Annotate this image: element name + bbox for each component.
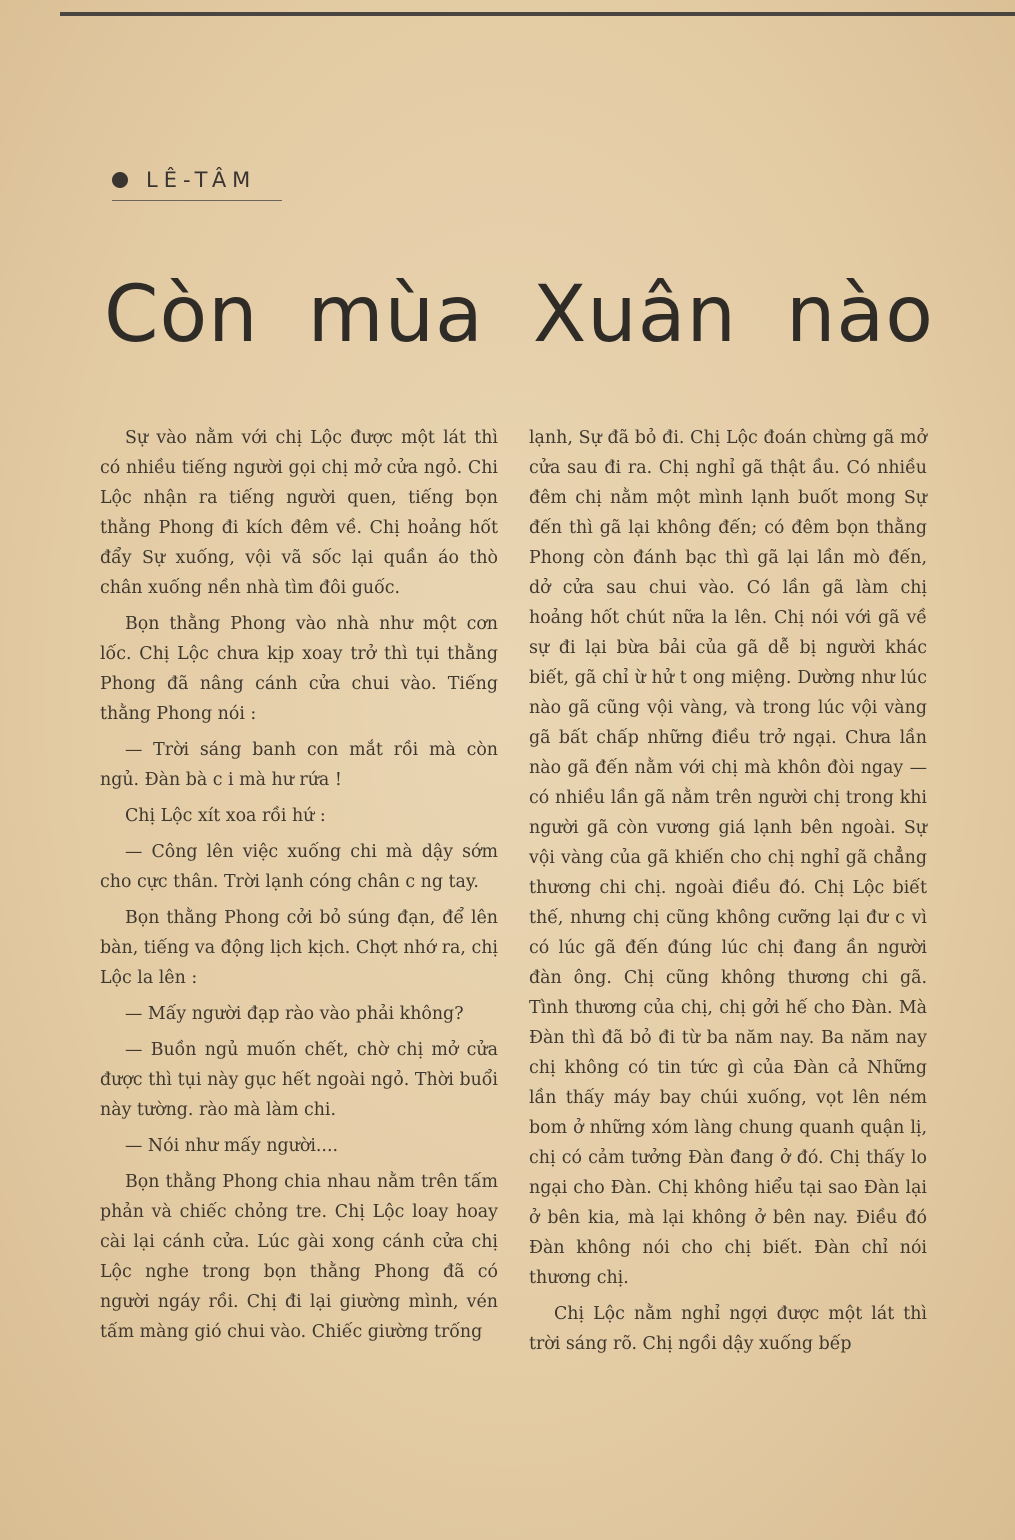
dialogue-line: — Buồn ngủ muốn chết, chờ chị mở cửa được thì tụi này gục hết ngoài ngỏ. Thời buổi này tường. rào mà làm chi.	[100, 1040, 498, 1120]
title-word: nào	[786, 270, 934, 360]
author-byline	[112, 168, 282, 201]
top-edge-line	[60, 12, 1015, 16]
dialogue-line: — Nói như mấy người....	[125, 1136, 339, 1156]
title-word: Còn	[104, 270, 259, 360]
bullet-dot-icon	[112, 172, 128, 188]
title-word: Xuân	[532, 270, 737, 360]
dialogue-line: — Công lên việc xuống chi mà dậy sớm cho cực thân. Trời lạnh cóng chân c ng tay.	[100, 842, 498, 892]
author-name: LÊ-TÂM	[146, 168, 257, 192]
article-title	[104, 270, 934, 360]
paragraph: lạnh, Sự đã bỏ đi. Chị Lộc đoán chừng gã mở cửa sau đi ra. Chị nghỉ gã thật ầu. Có nhiều đêm chị nằm một mình lạnh buốt mong Sự đến thì gã lại không đến; có đêm bọn thằng Phong còn đánh bạc thì gã lại lần mò đến, dở cửa sau chui vào. Có lần gã làm chị hoảng hốt chút nữa la lên. Chị nói với gã về sự đi lại bừa bải của gã dễ bị người khác biết, gã chỉ ừ hử t ong miệng. Dường như lúc nào gã cũng vội vàng, và trong lúc vội vàng gã bất chấp những điều trở ngại. Chưa lần nào gã đến nằm với chị mà khôn đòi ngay — có nhiều lần gã nằm trên người chị trong khi người gã còn vương giá lạnh bên ngoài. Sự vội vàng của gã khiến cho chị nghỉ gã chẳng thương chi chị. ngoài điều đó. Chị Lộc biết thế, nhưng chị cũng không cưỡng lại đư c vì có lúc gã đến đúng lúc chị đang ần người đàn ông. Chị cũng không thương chi gã. Tình thương của chị, chị gởi hế cho Đàn. Mà Đàn thì đã bỏ đi từ ba năm nay. Ba năm nay chị không có tin tức gì của Đàn cả Những lần thấy máy bay chúi xuống, vọt lên ném bom ở những xóm làng chung quanh quận lị, chị có cảm tưởng Đàn đang ở đó. Chị thấy lo ngại cho Đàn. Chị không hiểu tại sao Đàn lại ở bên kia, mà lại không ở bên nay. Điều đó Đàn không nói cho chị biết. Đàn chỉ nói thương chị.	[529, 428, 927, 1288]
paragraph: Chị Lộc xít xoa rồi hứ :	[125, 806, 326, 826]
paragraph: Chị Lộc nằm nghỉ ngợi được một lát thì trời sáng rõ. Chị ngồi dậy xuống bếp	[529, 1304, 927, 1354]
left-column	[100, 423, 498, 1353]
paragraph: Bọn thằng Phong vào nhà như một cơn lốc. Chị Lộc chưa kịp xoay trở thì tụi thằng Phong đã nâng cánh cửa chui vào. Tiếng thằng Phong nói :	[100, 614, 498, 724]
paragraph: Bọn thằng Phong cởi bỏ súng đạn, để lên bàn, tiếng va động lịch kịch. Chợt nhớ ra, chị Lộc la lên :	[100, 908, 498, 988]
paragraph: Sự vào nằm với chị Lộc được một lát thì có nhiều tiếng người gọi chị mở cửa ngỏ. Chi Lộc nhận ra tiếng người quen, tiếng bọn thằng Phong đi kích đêm về. Chị hoảng hốt đẩy Sự xuống, vội vã sốc lại quần áo thò chân xuống nền nhà tìm đôi guốc.	[100, 428, 498, 598]
paragraph: Bọn thằng Phong chia nhau nằm trên tấm phản và chiếc chỏng tre. Chị Lộc loay hoay cài lại cánh cửa. Lúc gài xong cánh cửa chị Lộc nghe trong bọn thằng Phong đã có người ngáy rồi. Chị đi lại giường mình, vén tấm màng gió chui vào. Chiếc giường trống	[100, 1172, 498, 1342]
right-column	[529, 423, 927, 1365]
dialogue-line: — Trời sáng banh con mắt rồi mà còn ngủ. Đàn bà c i mà hư rứa !	[100, 740, 498, 790]
title-word: mùa	[307, 270, 484, 360]
dialogue-line: — Mấy người đạp rào vào phải không?	[125, 1004, 464, 1024]
